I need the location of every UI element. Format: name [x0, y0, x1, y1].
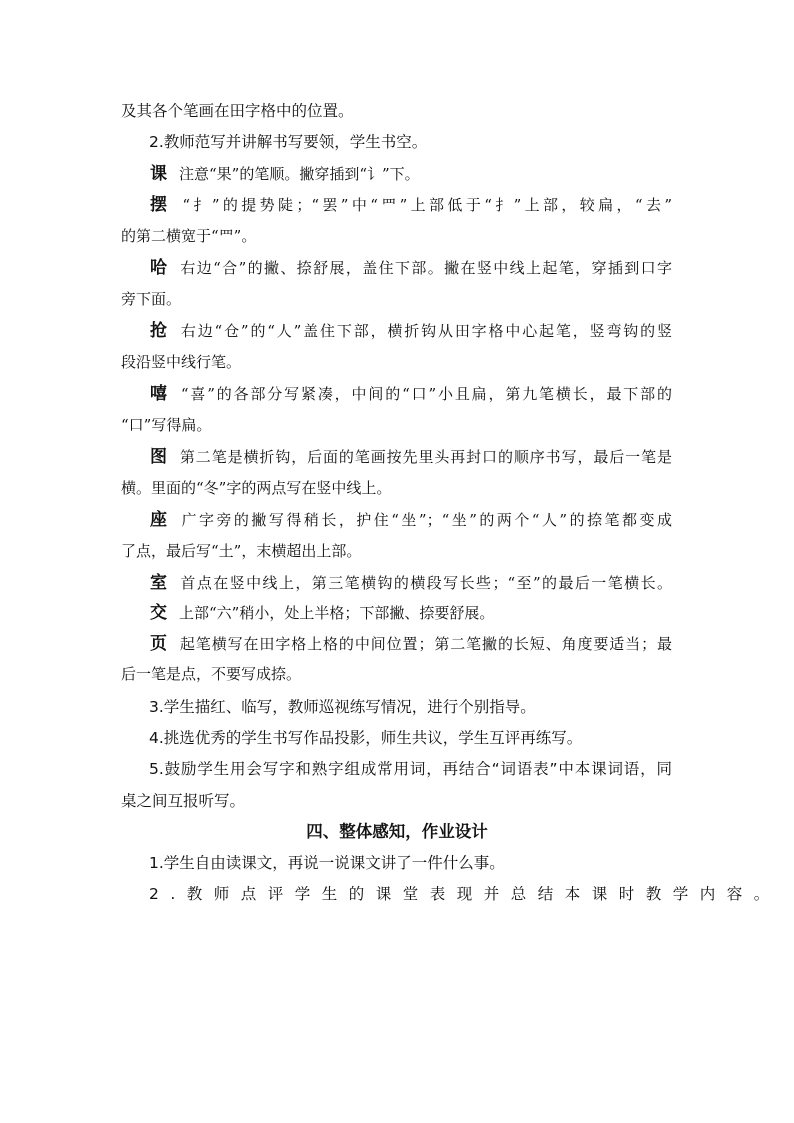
- character-note-continuation: 了点，最后写“土”，末横超出上部。: [121, 542, 362, 560]
- paragraph-line: 4.挑选优秀的学生书写作品投影，师生共议，学生互评再练写。: [149, 729, 583, 747]
- paragraph-line: 1.学生自由读课文，再说一说课文讲了一件什么事。: [149, 854, 505, 872]
- character-note: 第二笔是横折钩，后面的笔画按先里头再封口的顺序书写，最后一笔是: [179, 448, 672, 466]
- character-entry-shi: [150, 573, 672, 593]
- character-note: 右边“仓”的“人”盖住下部，横折钩从田字格中心起笔，竖弯钩的竖: [180, 322, 672, 340]
- character-entry-bai: [150, 195, 672, 215]
- paragraph-line: 5.鼓励学生用会写字和熟字组成常用词，再结合“词语表”中本课词语，同: [149, 760, 672, 778]
- character-entry-tu: [150, 447, 672, 467]
- character-note-continuation: 旁下面。: [121, 290, 182, 308]
- character-entry-ha: [150, 258, 672, 278]
- character-entry-ke: [150, 164, 420, 184]
- character-entry-qiang: [150, 321, 672, 341]
- character-label: 页: [150, 634, 168, 654]
- character-note-continuation: “口”写得扁。: [121, 416, 212, 434]
- character-note-continuation: 后一笔是点，不要写成捺。: [121, 665, 302, 683]
- paragraph-line: 3.学生描红、临写，教师巡视练写情况，进行个别指导。: [149, 698, 536, 716]
- character-label: 座: [150, 510, 170, 530]
- character-note: 广字旁的撇写得稍长，护住“坐”；“坐”的两个“人”的捺笔都变成: [181, 511, 672, 529]
- paragraph-line: 及其各个笔画在田字格中的位置。: [121, 102, 354, 120]
- character-label: 室: [150, 573, 169, 593]
- character-note: “扌”的提势陡；“罢”中“罒”上部低于“扌”上部，较扁，“去”: [182, 196, 673, 214]
- character-note-continuation: 横。里面的“冬”字的两点写在竖中线上。: [121, 479, 392, 497]
- character-note: 首点在竖中线上，第三笔横钩的横段写长些；“至”的最后一笔横长。: [180, 574, 672, 592]
- character-label: 交: [150, 603, 167, 623]
- character-entry-ye: [150, 634, 672, 654]
- character-entry-xi: [150, 384, 672, 404]
- character-entry-zuo: [150, 510, 672, 530]
- character-label: 摆: [150, 195, 171, 215]
- character-note-continuation: 段沿竖中线行笔。: [121, 353, 242, 371]
- character-note: 注意“果”的笔顺。撇穿插到“讠”下。: [179, 165, 420, 183]
- character-label: 哈: [150, 258, 169, 278]
- character-note: “喜”的各部分写紧凑，中间的“口”小且扁，第九笔横长，最下部的: [180, 385, 672, 403]
- paragraph-line: 2.教师范写并讲解书写要领，学生书空。: [149, 133, 428, 151]
- character-label: 课: [150, 164, 167, 184]
- paragraph-line: 桌之间互报听写。: [121, 792, 246, 810]
- character-entry-jiao: [150, 603, 494, 623]
- paragraph-line: 2.教师点评学生的课堂表现并总结本课时教学内容。: [149, 885, 781, 903]
- character-label: 图: [150, 447, 168, 467]
- character-note-continuation: 的第二横宽于“罒”。: [121, 227, 257, 245]
- character-label: 嘻: [150, 384, 169, 404]
- character-note: 上部“六”稍小，处上半格；下部撇、捺要舒展。: [179, 604, 495, 622]
- character-note: 起笔横写在田字格上格的中间位置；第二笔撇的长短、角度要适当；最: [179, 635, 672, 653]
- section-heading: 四、整体感知，作业设计: [306, 822, 488, 841]
- character-note: 右边“合”的撇、捺舒展，盖住下部。撇在竖中线上起笔，穿插到口字: [180, 259, 673, 277]
- character-label: 抢: [150, 321, 169, 341]
